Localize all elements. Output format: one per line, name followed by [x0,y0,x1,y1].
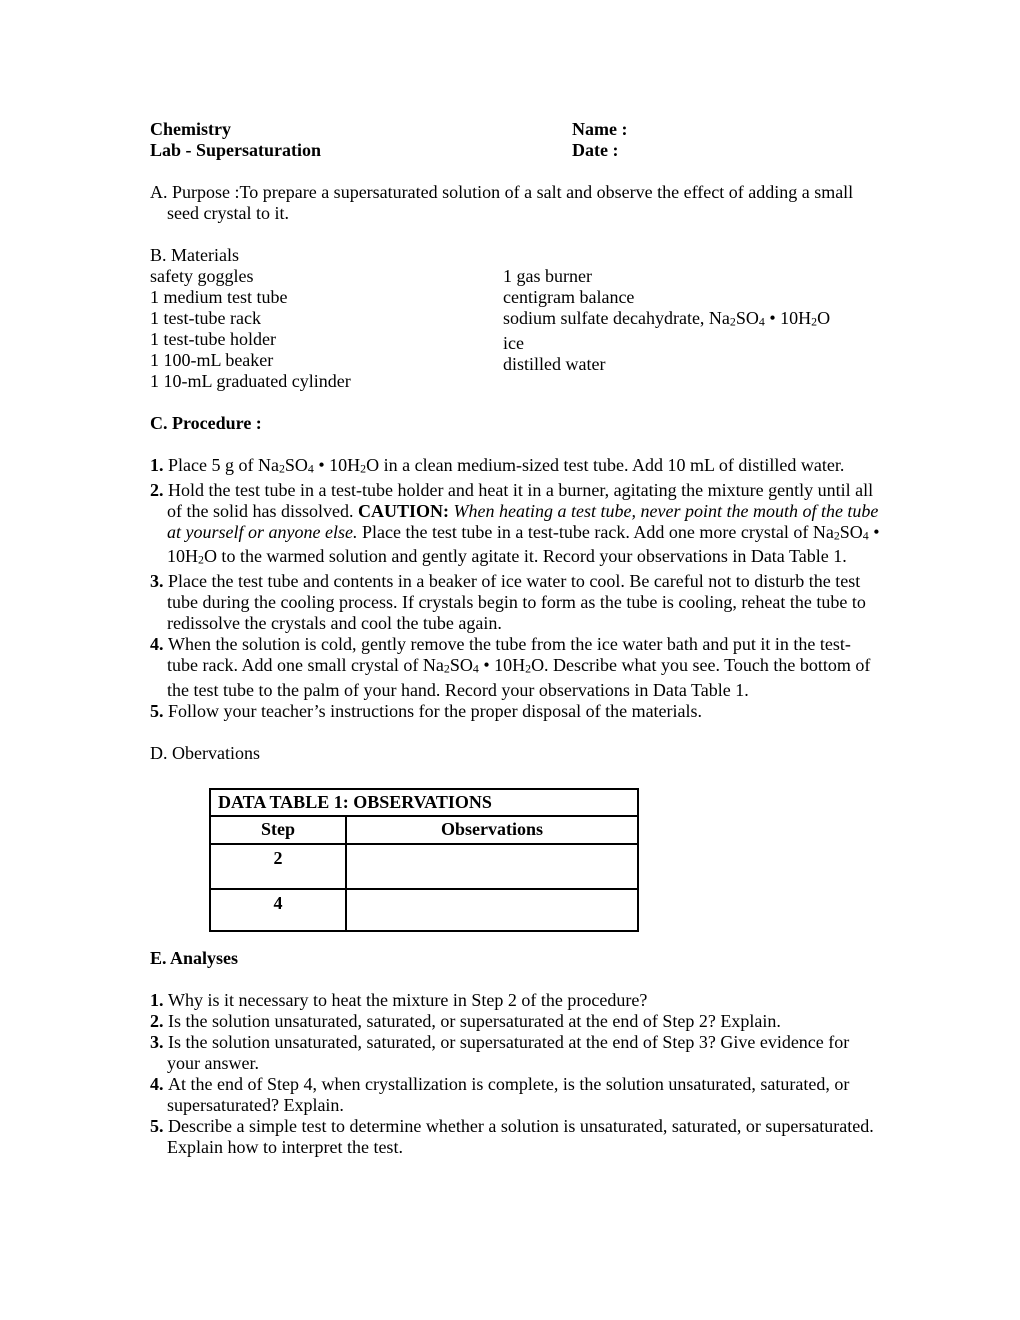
date-label: Date : [572,140,619,160]
procedure-step: 5. Follow your teacher’s instructions for the proper disposal of the materials. [150,700,703,721]
column-header-observations: Observations [346,816,638,844]
analysis-question: 3. Is the solution unsaturated, saturated, or supersaturated at the end of Step 3? Give evidence for your answer. [150,1031,850,1073]
procedure-heading: C. Procedure : [150,413,262,433]
materials-section [150,245,880,392]
procedure-step: 2. Hold the test tube in a test-tube holder and heat it in a burner, agitating the mixture gently until all of the solid has dissolved. CAUTION: When heating a test tube, never point the mouth of the tube at yourself or anyone else. Place the test tube in a test-tube rack. Add one more crystal of Na2SO4 • 10H2O to the warmed solution and gently agitate it. Record your observations in Data Table 1. [150,479,880,567]
analysis-question: 4. At the end of Step 4, when crystallization is complete, is the solution unsaturated, saturated, or supersaturated? Explain. [150,1073,850,1115]
analysis-question: 2. Is the solution unsaturated, saturated, or supersaturated at the end of Step 2? Explain. [150,1010,781,1031]
step-cell: 2 [210,844,346,889]
procedure-step: 4. When the solution is cold, gently remove the tube from the ice water bath and put it in the test-tube rack. Add one small crystal of Na2SO4 • 10H2O. Describe what you see. Touch the bottom of the test tube to the palm of your hand. Record your observations in Data Table 1. [150,633,871,700]
procedure-list [150,455,880,722]
material-item: 1 test-tube rack [150,308,261,328]
document-page [150,119,880,1158]
procedure-step: 1. Place 5 g of Na2SO4 • 10H2O in a clean medium-sized test tube. Add 10 mL of distilled water. [150,455,845,476]
analysis-question: 1. Why is it necessary to heat the mixture in Step 2 of the procedure? [150,989,648,1010]
purpose-text: A. Purpose :To prepare a supersaturated solution of a salt and observe the effect of adding a small seed crystal to it. [150,182,854,223]
materials-heading: B. Materials [150,245,239,265]
observation-cell [346,889,638,931]
material-item: 1 gas burner [503,266,592,286]
material-item: 1 medium test tube [150,287,288,307]
materials-right-column [503,266,880,392]
document-header [150,119,880,161]
name-label: Name : [572,119,628,139]
material-item: sodium sulfate decahydrate, Na2SO4 • 10H2O [503,308,831,329]
material-item: distilled water [503,353,606,374]
table-row [210,889,638,931]
material-item: safety goggles [150,266,254,286]
table-title: DATA TABLE 1: OBSERVATIONS [210,789,638,816]
analysis-question: 5. Describe a simple test to determine whether a solution is unsaturated, saturated, or supersaturated. Explain how to interpret the test. [150,1115,874,1157]
material-item: 1 10-mL graduated cylinder [150,371,351,391]
material-item: 1 test-tube holder [150,329,276,349]
material-item: 1 100-mL beaker [150,350,274,370]
course-title: Chemistry [150,119,231,139]
column-header-step: Step [210,816,346,844]
data-table-1 [209,788,639,932]
observation-cell [346,844,638,889]
step-cell: 4 [210,889,346,931]
material-item: centigram balance [503,287,635,307]
material-item: ice [503,332,524,353]
table-row [210,844,638,889]
procedure-step: 3. Place the test tube and contents in a beaker of ice water to cool. Be careful not to disturb the test tube during the cooling process. If crystals begin to form as the tube is cooling, reheat the tube to redissolve the crystals and cool the tube again. [150,570,866,633]
materials-left-column [150,266,503,392]
analyses-heading: E. Analyses [150,947,239,968]
lab-title: Lab - Supersaturation [150,140,322,160]
analyses-list [150,990,880,1158]
observations-heading: D. Obervations [150,742,260,763]
